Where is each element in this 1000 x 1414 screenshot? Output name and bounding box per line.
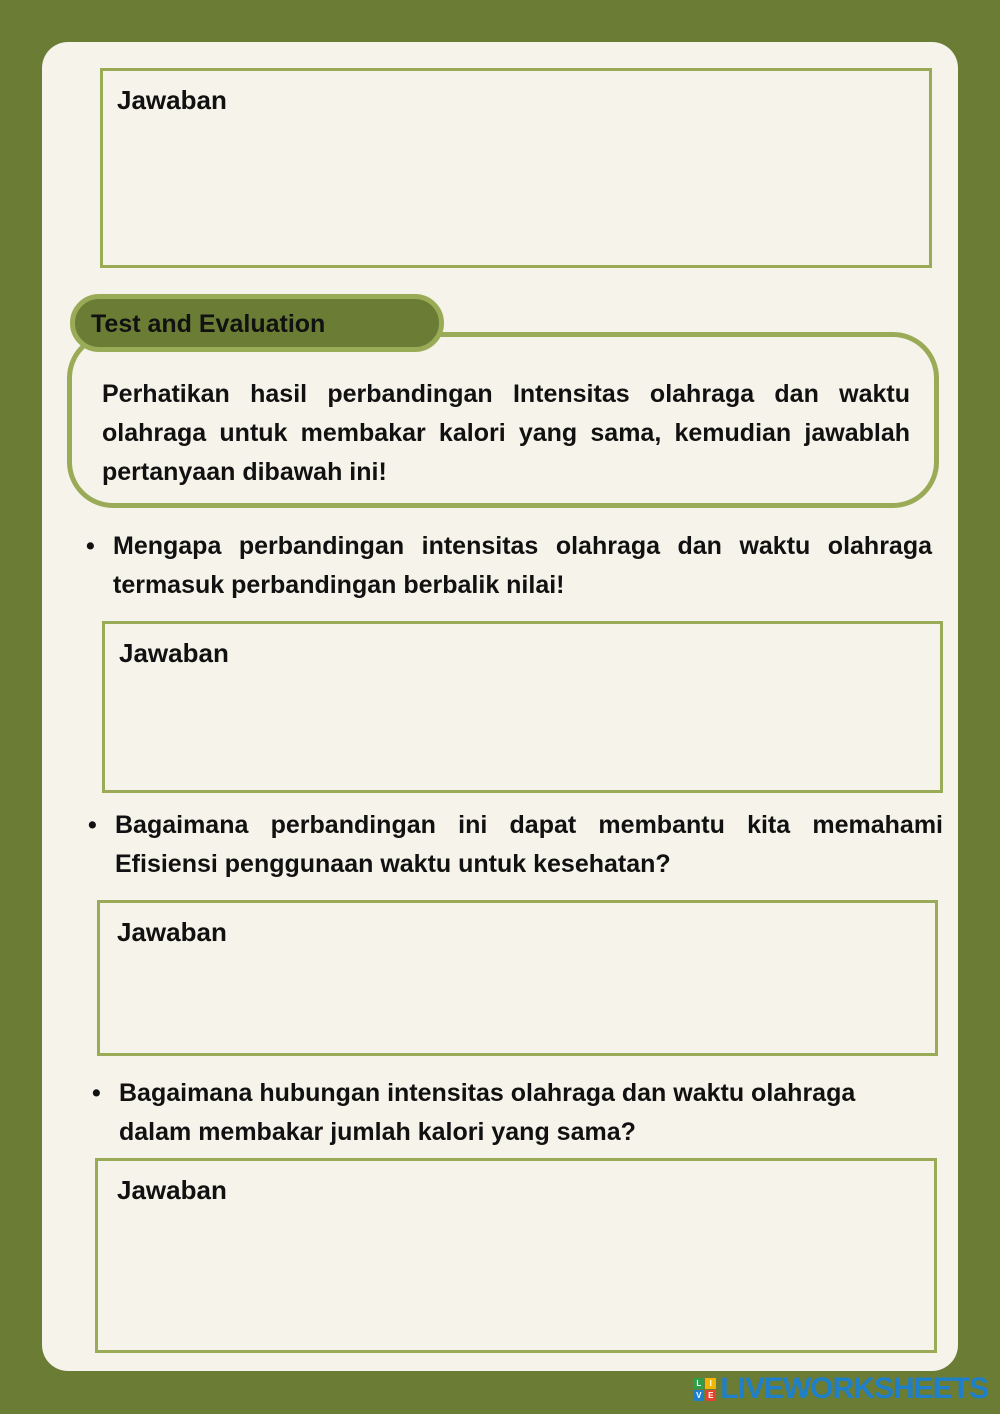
instruction-box xyxy=(67,332,939,508)
question-1-text: Mengapa perbandingan intensitas olahraga dan waktu olahraga termasuk perbandingan berbalik nilai! xyxy=(113,532,932,599)
logo-mark-icon xyxy=(693,1378,716,1401)
section-title: Test and Evaluation xyxy=(91,310,326,338)
answer-label: Jawaban xyxy=(117,917,227,947)
question-3-text: Bagaimana hubungan intensitas olahraga dan waktu olahraga dalam membakar jumlah kalori yang sama? xyxy=(119,1079,856,1146)
bullet-icon: • xyxy=(92,1079,101,1107)
liveworksheets-logo[interactable] xyxy=(693,1372,988,1406)
logo-letter: I xyxy=(705,1378,716,1389)
answer-box-4[interactable] xyxy=(95,1158,937,1353)
bullet-icon: • xyxy=(86,532,95,560)
answer-label: Jawaban xyxy=(117,1175,227,1205)
logo-text: LIVEWORKSHEETS xyxy=(720,1372,988,1405)
instruction-text: Perhatikan hasil perbandingan Intensitas olahraga dan waktu olahraga untuk membakar kalori yang sama, kemudian jawablah pertanyaan dibawah ini! xyxy=(102,380,910,486)
logo-letter: V xyxy=(693,1390,704,1401)
answer-box-3[interactable] xyxy=(97,900,938,1056)
logo-letter: L xyxy=(693,1378,704,1389)
answer-label: Jawaban xyxy=(119,638,229,668)
answer-box-2[interactable] xyxy=(102,621,943,793)
logo-letter: E xyxy=(705,1390,716,1401)
question-2-text: Bagaimana perbandingan ini dapat membantu kita memahami Efisiensi penggunaan waktu untuk kesehatan? xyxy=(115,811,943,878)
bullet-icon: • xyxy=(88,811,97,839)
section-header xyxy=(70,294,444,352)
answer-label: Jawaban xyxy=(117,85,227,115)
answer-box-1[interactable] xyxy=(100,68,932,268)
